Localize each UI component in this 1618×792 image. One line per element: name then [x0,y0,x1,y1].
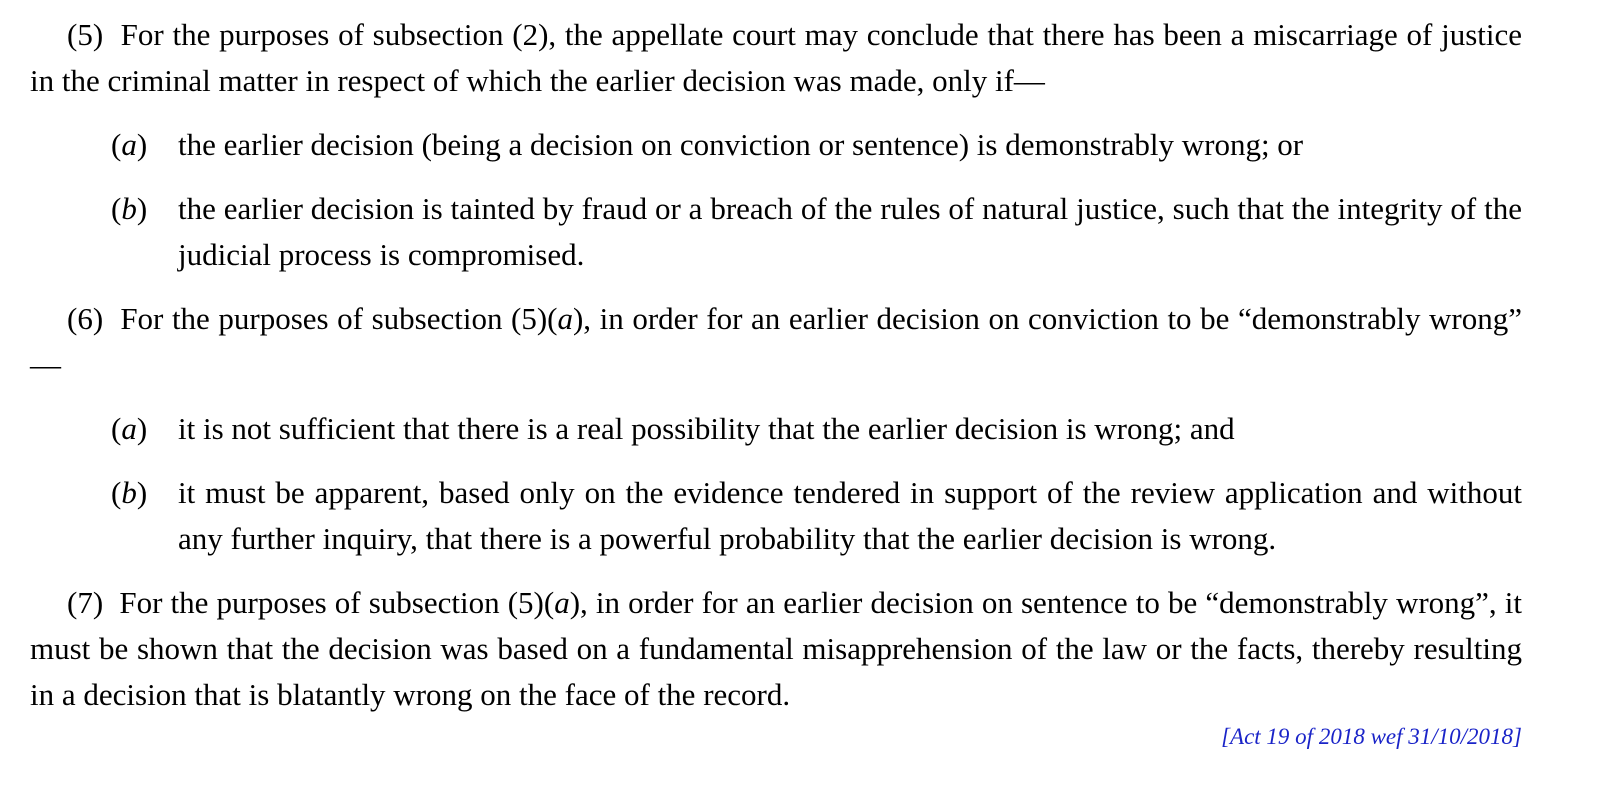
paragraph-5a [30,122,1522,168]
paragraph-label: (b) [111,191,148,226]
paragraph-6b [30,470,1522,562]
paragraph-text: it must be apparent, based only on the evidence tendered in support of the review application and without any further inquiry, that there is a powerful probability that the earlier decision is wrong. [178,475,1522,556]
paragraph-text: it is not sufficient that there is a real possibility that the earlier decision is wrong; and [178,411,1235,446]
subsection-text: For the purposes of subsection (5)(a), in order for an earlier decision on sentence to be “demonstrably wrong”, it must be shown that the decision was based on a fundamental misapprehension of the law or the facts, thereby resulting in a decision that is blatantly wrong on the face of the record. [30,585,1522,712]
subsection-text: For the purposes of subsection (5)(a), in order for an earlier decision on conviction to be “demonstrably wrong” — [30,301,1523,382]
subsection-text: For the purposes of subsection (2), the appellate court may conclude that there has been a miscarriage of justice in the criminal matter in respect of which the earlier decision was made, only if— [30,17,1523,98]
paragraph-5b [30,186,1522,278]
subsection-5 [30,12,1522,104]
subsection-6 [30,296,1522,388]
paragraph-label: (a) [111,127,148,162]
paragraph-text: the earlier decision (being a decision on conviction or sentence) is demonstrably wrong; or [178,127,1304,162]
amendment-note: [Act 19 of 2018 wef 31/10/2018] [1221,724,1522,749]
paragraph-text: the earlier decision is tainted by fraud or a breach of the rules of natural justice, such that the integrity of the judicial process is compromised. [178,191,1522,272]
subsection-number: (6) [67,301,104,336]
paragraph-label: (a) [111,411,148,446]
subsection-number: (7) [67,585,104,620]
subsection-number: (5) [67,17,104,52]
subsection-7 [30,580,1522,718]
paragraph-label: (b) [111,475,148,510]
paragraph-6a [30,406,1522,452]
